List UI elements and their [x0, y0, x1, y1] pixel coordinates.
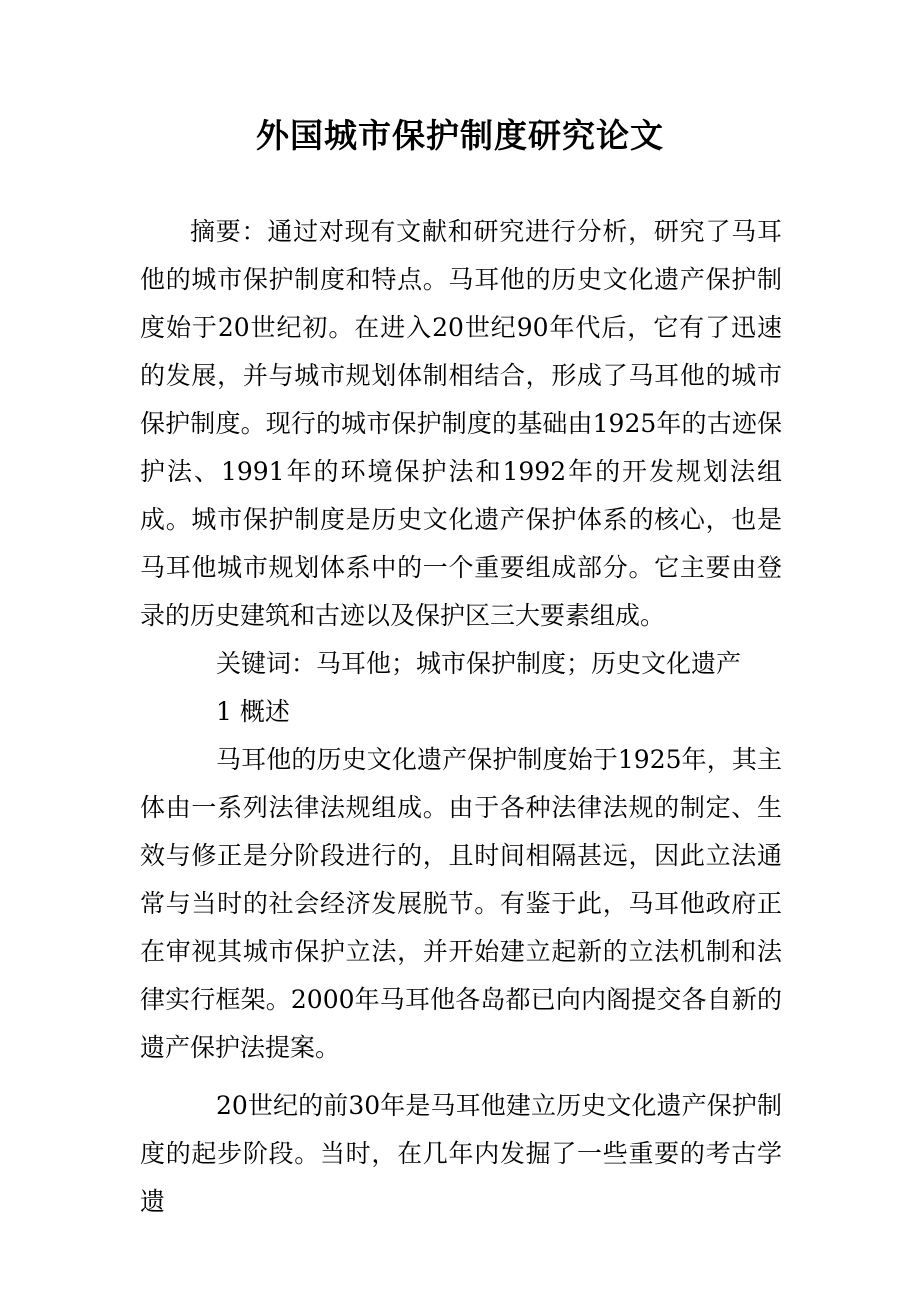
section-heading: 1 概述 — [216, 697, 290, 726]
body-paragraph-1: 马耳他的历史文化遗产保护制度始于1925年，其主体由一系列法律法规组成。由于各种法律法规的制定、生效与修正是分阶段进行的，且时间相隔甚远，因此立法通常与当时的社会经济发展脱节。有鉴于此，马耳他政府正在审视其城市保护立法，并开始建立起新的立法机制和法律实行框架。2000年马耳他各岛都已向内阁提交各自新的遗产保护法提案。 — [140, 745, 782, 1062]
body-paragraph-2: 20世纪的前30年是马耳他建立历史文化遗产保护制度的起步阶段。当时，在几年内发掘了一些重要的考古学遗 — [140, 1091, 782, 1216]
document-body — [140, 208, 782, 1226]
keywords-line: 关键词：马耳他；城市保护制度；历史文化遗产 — [216, 649, 742, 678]
document-title: 外国城市保护制度研究论文 — [256, 116, 664, 155]
abstract-paragraph: 摘要：通过对现有文献和研究进行分析，研究了马耳他的城市保护制度和特点。马耳他的历史文化遗产保护制度始于20世纪初。在进入20世纪90年代后，它有了迅速的发展，并与城市规划体制相结合，形成了马耳他的城市保护制度。现行的城市保护制度的基础由1925年的古迹保护法、1991年的环境保护法和1992年的开发规划法组成。城市保护制度是历史文化遗产保护体系的核心，也是马耳他城市规划体系中的一个重要组成部分。它主要由登录的历史建筑和古迹以及保护区三大要素组成。 — [140, 217, 782, 630]
